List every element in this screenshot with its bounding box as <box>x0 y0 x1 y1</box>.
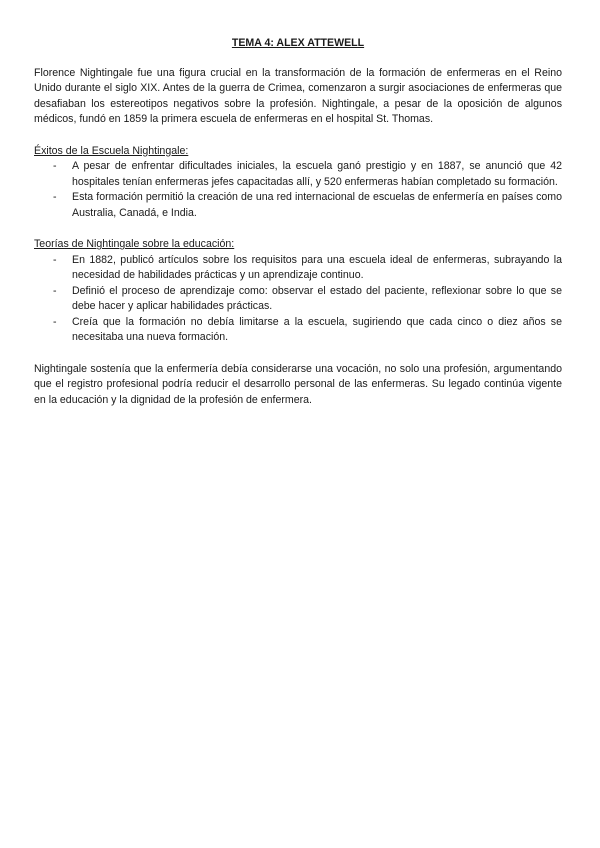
list-item <box>34 315 562 346</box>
bullet-dash: - <box>53 315 57 328</box>
list-item <box>34 253 562 284</box>
list-item <box>34 284 562 315</box>
list-item-text: Creía que la formación no debía limitarse a la escuela, sugiriendo que cada cinco o diez años se necesitaba una nueva formación. <box>72 315 562 343</box>
bullet-dash: - <box>53 253 57 266</box>
list-item-text: Definió el proceso de aprendizaje como: observar el estado del paciente, reflexionar sobre lo que se debe hacer y aplicar habilidades prácticas. <box>72 284 562 312</box>
bullet-dash: - <box>53 284 57 297</box>
list-item-text: Esta formación permitió la creación de una red internacional de escuelas de enfermería en países como Australia, Canadá, e India. <box>72 191 562 219</box>
bullet-dash: - <box>53 191 57 203</box>
list-item-text: A pesar de enfrentar dificultades iniciales, la escuela ganó prestigio y en 1887, se anunció que 42 hospitales tenían enfermeras jefes capacitadas allí, y 520 enfermeras habían completado su formación. <box>72 160 562 188</box>
list-item-text: En 1882, publicó artículos sobre los requisitos para una escuela ideal de enfermeras, subrayando la necesidad de habilidades prácticas y un aprendizaje continuo. <box>72 253 562 281</box>
section-heading: Éxitos de la Escuela Nightingale: <box>34 144 189 157</box>
list-item <box>34 159 562 190</box>
document-page <box>34 36 562 408</box>
intro-paragraph: Florence Nightingale fue una figura crucial en la transformación de la formación de enfermeras en el Reino Unido durante el siglo XIX. Antes de la guerra de Crimea, comenzaron a surgir asociaciones de enfermeras que desafiaban los estereotipos negativos sobre la profesión. Nightingale, a pesar de la oposición de algunos médicos, fundó en 1859 la primera escuela de enfermeras en el hospital St. Thomas. <box>34 66 562 125</box>
section-successes <box>34 144 562 222</box>
list-item <box>34 190 562 221</box>
section-heading: Teorías de Nightingale sobre la educación: <box>34 238 235 250</box>
bullet-list <box>34 253 562 346</box>
section-theories <box>34 237 562 346</box>
bullet-dash: - <box>53 160 57 172</box>
document-title: TEMA 4: ALEX ATTEWELL <box>231 37 365 49</box>
bullet-list <box>34 159 562 221</box>
closing-paragraph: Nightingale sostenía que la enfermería debía considerarse una vocación, no solo una profesión, argumentando que el registro profesional podría reducir el desarrollo personal de las enfermeras. Su legado continúa vigente en la educación y la dignidad de la profesión de enfermera. <box>34 362 562 406</box>
